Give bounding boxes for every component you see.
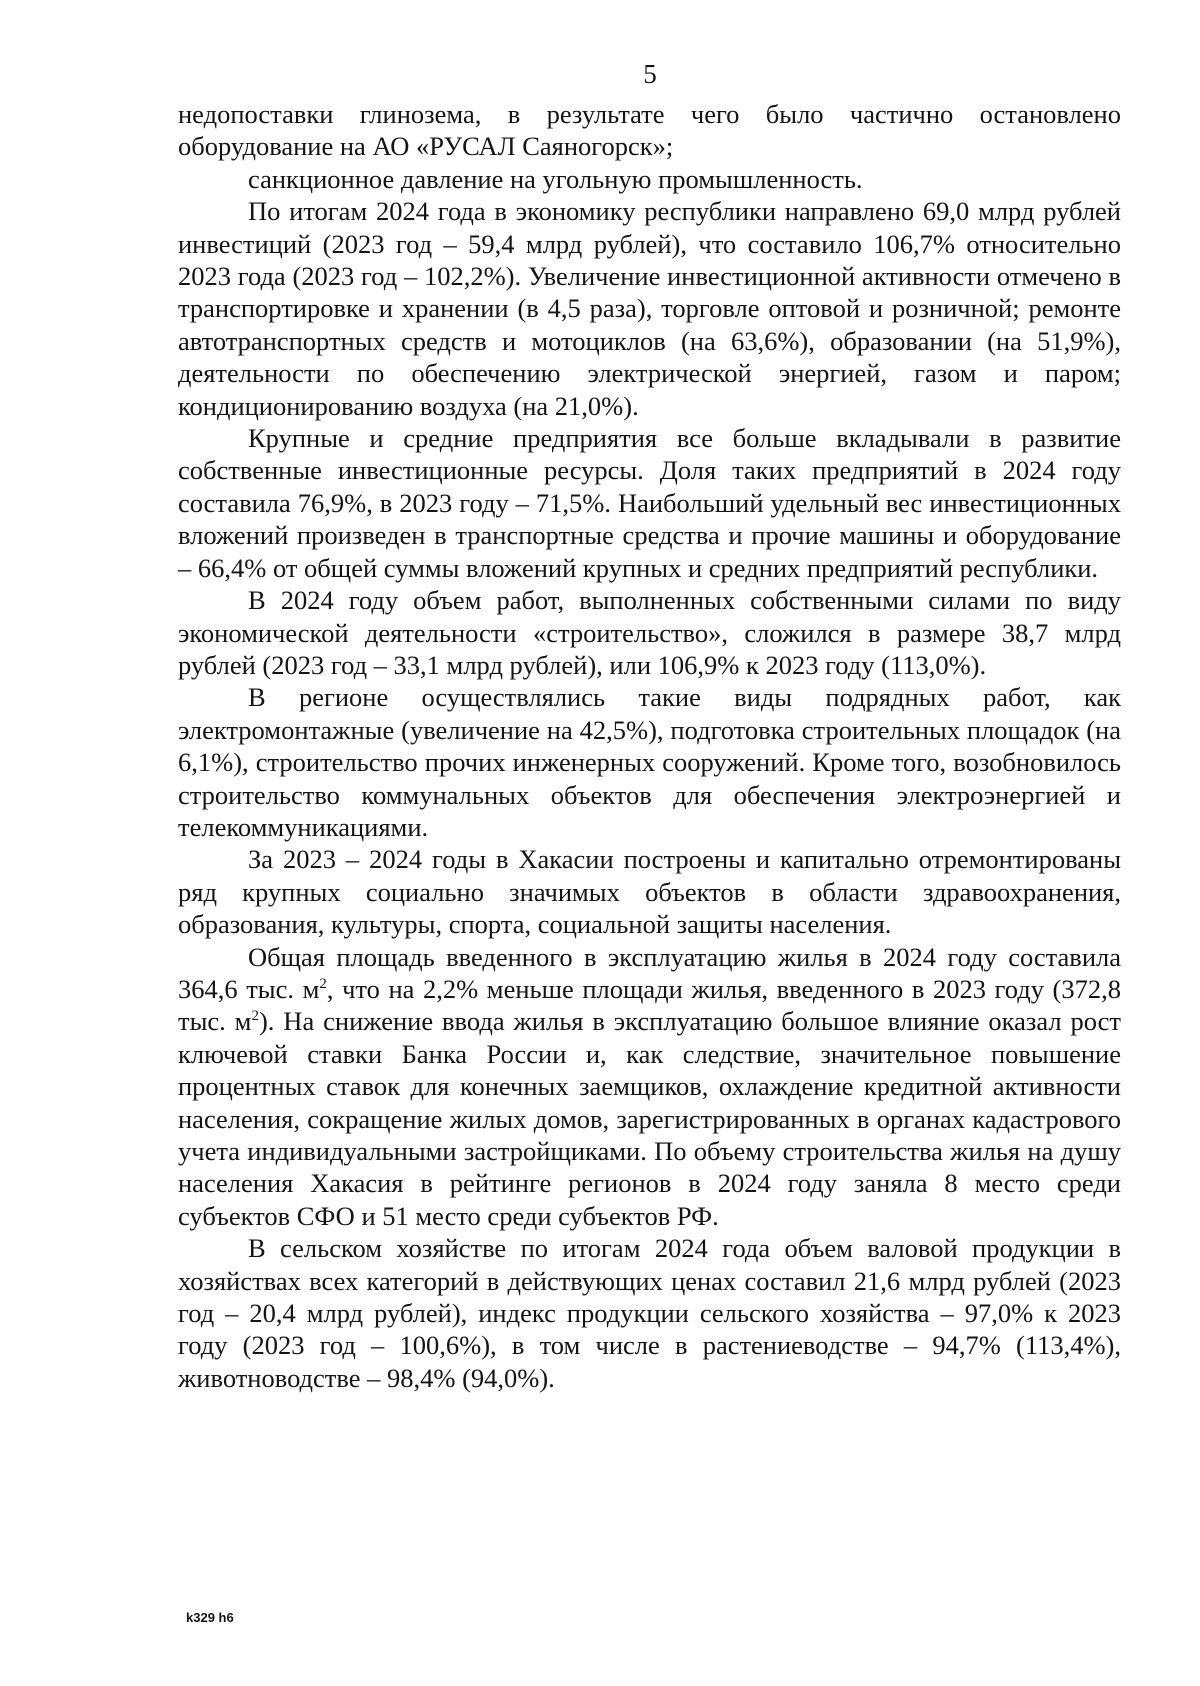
page-number: 5 bbox=[643, 59, 657, 89]
paragraph-coal-sanctions: санкционное давление на угольную промышленность. bbox=[248, 163, 863, 194]
scan-edge bbox=[1193, 0, 1200, 1686]
superscript-square: 2 bbox=[319, 976, 327, 993]
paragraph-enterprises: Крупные и средние предприятия все больше вкладывали в развитие собственные инвестиционные ресурсы. Доля таких предприятий в 2024 году составила 76,9%, в 2023 году – 71,5%. Наибольший удельный вес инвестиционных вложений произведен в транспортные средства и прочие машины и оборудование – 66,4% от общей суммы вложений крупных и средних предприятий республики. bbox=[178, 423, 1121, 583]
document-body bbox=[178, 98, 1121, 1394]
paragraph-housing bbox=[178, 941, 1121, 1233]
housing-text-part3: ). На снижение ввода жилья в эксплуатацию большое влияние оказал рост ключевой ставки Банка России и, как следствие, значительное повышение процентных ставок для конечных заемщиков, охлаждение кредитной активности населения, сокращение жилых домов, зарегистрированных в органах кадастрового учета индивидуальными застройщиками. По объему строительства жилья на душу населения Хакасия в рейтинге регионов в 2024 году заняла 8 место среди субъектов СФО и 51 место среди субъектов РФ. bbox=[178, 1006, 1121, 1231]
housing-text-part2: , что на 2,2% меньше площади жилья, введенного в 2023 году (372,8 тыс. м bbox=[178, 973, 1122, 1037]
paragraph-agriculture: В сельском хозяйстве по итогам 2024 года объем валовой продукции в хозяйствах всех категорий в действующих ценах составил 21,6 млрд рублей (2023 год – 20,4 млрд рублей), индекс продукции сельского хозяйства – 97,0% к 2023 году (2023 год – 100,6%), в том числе в растениеводстве – 94,7% (113,4%), животноводстве – 98,4% (94,0%). bbox=[178, 1233, 1121, 1393]
paragraph-contract-works: В регионе осуществлялись такие виды подрядных работ, как электромонтажные (увеличение на 42,5%), подготовка строительных площадок (на 6,1%), строительство прочих инженерных сооружений. Кроме того, возобновилось строительство коммунальных объектов для обеспечения электроэнергией и телекоммуникациями. bbox=[178, 682, 1121, 842]
housing-text-part1: Общая площадь введенного в эксплуатацию жилья в 2024 году составила 364,6 тыс. м bbox=[178, 941, 1121, 1004]
paragraph-construction-volume: В 2024 году объем работ, выполненных собственными силами по виду экономической деятельности «строительство», сложился в размере 38,7 млрд рублей (2023 год – 33,1 млрд рублей), или 106,9% к 2023 году (113,0%). bbox=[178, 585, 1121, 680]
paragraph-social-objects: За 2023 – 2024 годы в Хакасии построены и капитально отремонтированы ряд крупных социально значимых объектов в области здравоохранения, образования, культуры, спорта, социальной защиты населения. bbox=[178, 844, 1121, 940]
paragraph-investments: По итогам 2024 года в экономику республики направлено 69,0 млрд рублей инвестиций (2023 год – 59,4 млрд рублей), что составило 106,7% относительно 2023 года (2023 год – 102,2%). Увеличение инвестиционной активности отмечено в транспортировке и хранении (в 4,5 раза), торговле оптовой и розничной; ремонте автотранспортных средств и мотоциклов (на 63,6%), образовании (на 51,9%), деятельности по обеспечению электрической энергией, газом и паром; кондиционированию воздуха (на 21,0%). bbox=[178, 196, 1121, 421]
superscript-square: 2 bbox=[251, 1008, 259, 1025]
paragraph-alumina-shortage: недопоставки глинозема, в результате чего было частично остановлено оборудование на АО «РУСАЛ Саяногорск»; bbox=[178, 99, 1121, 162]
document-code: k329 h6 bbox=[186, 1610, 234, 1625]
